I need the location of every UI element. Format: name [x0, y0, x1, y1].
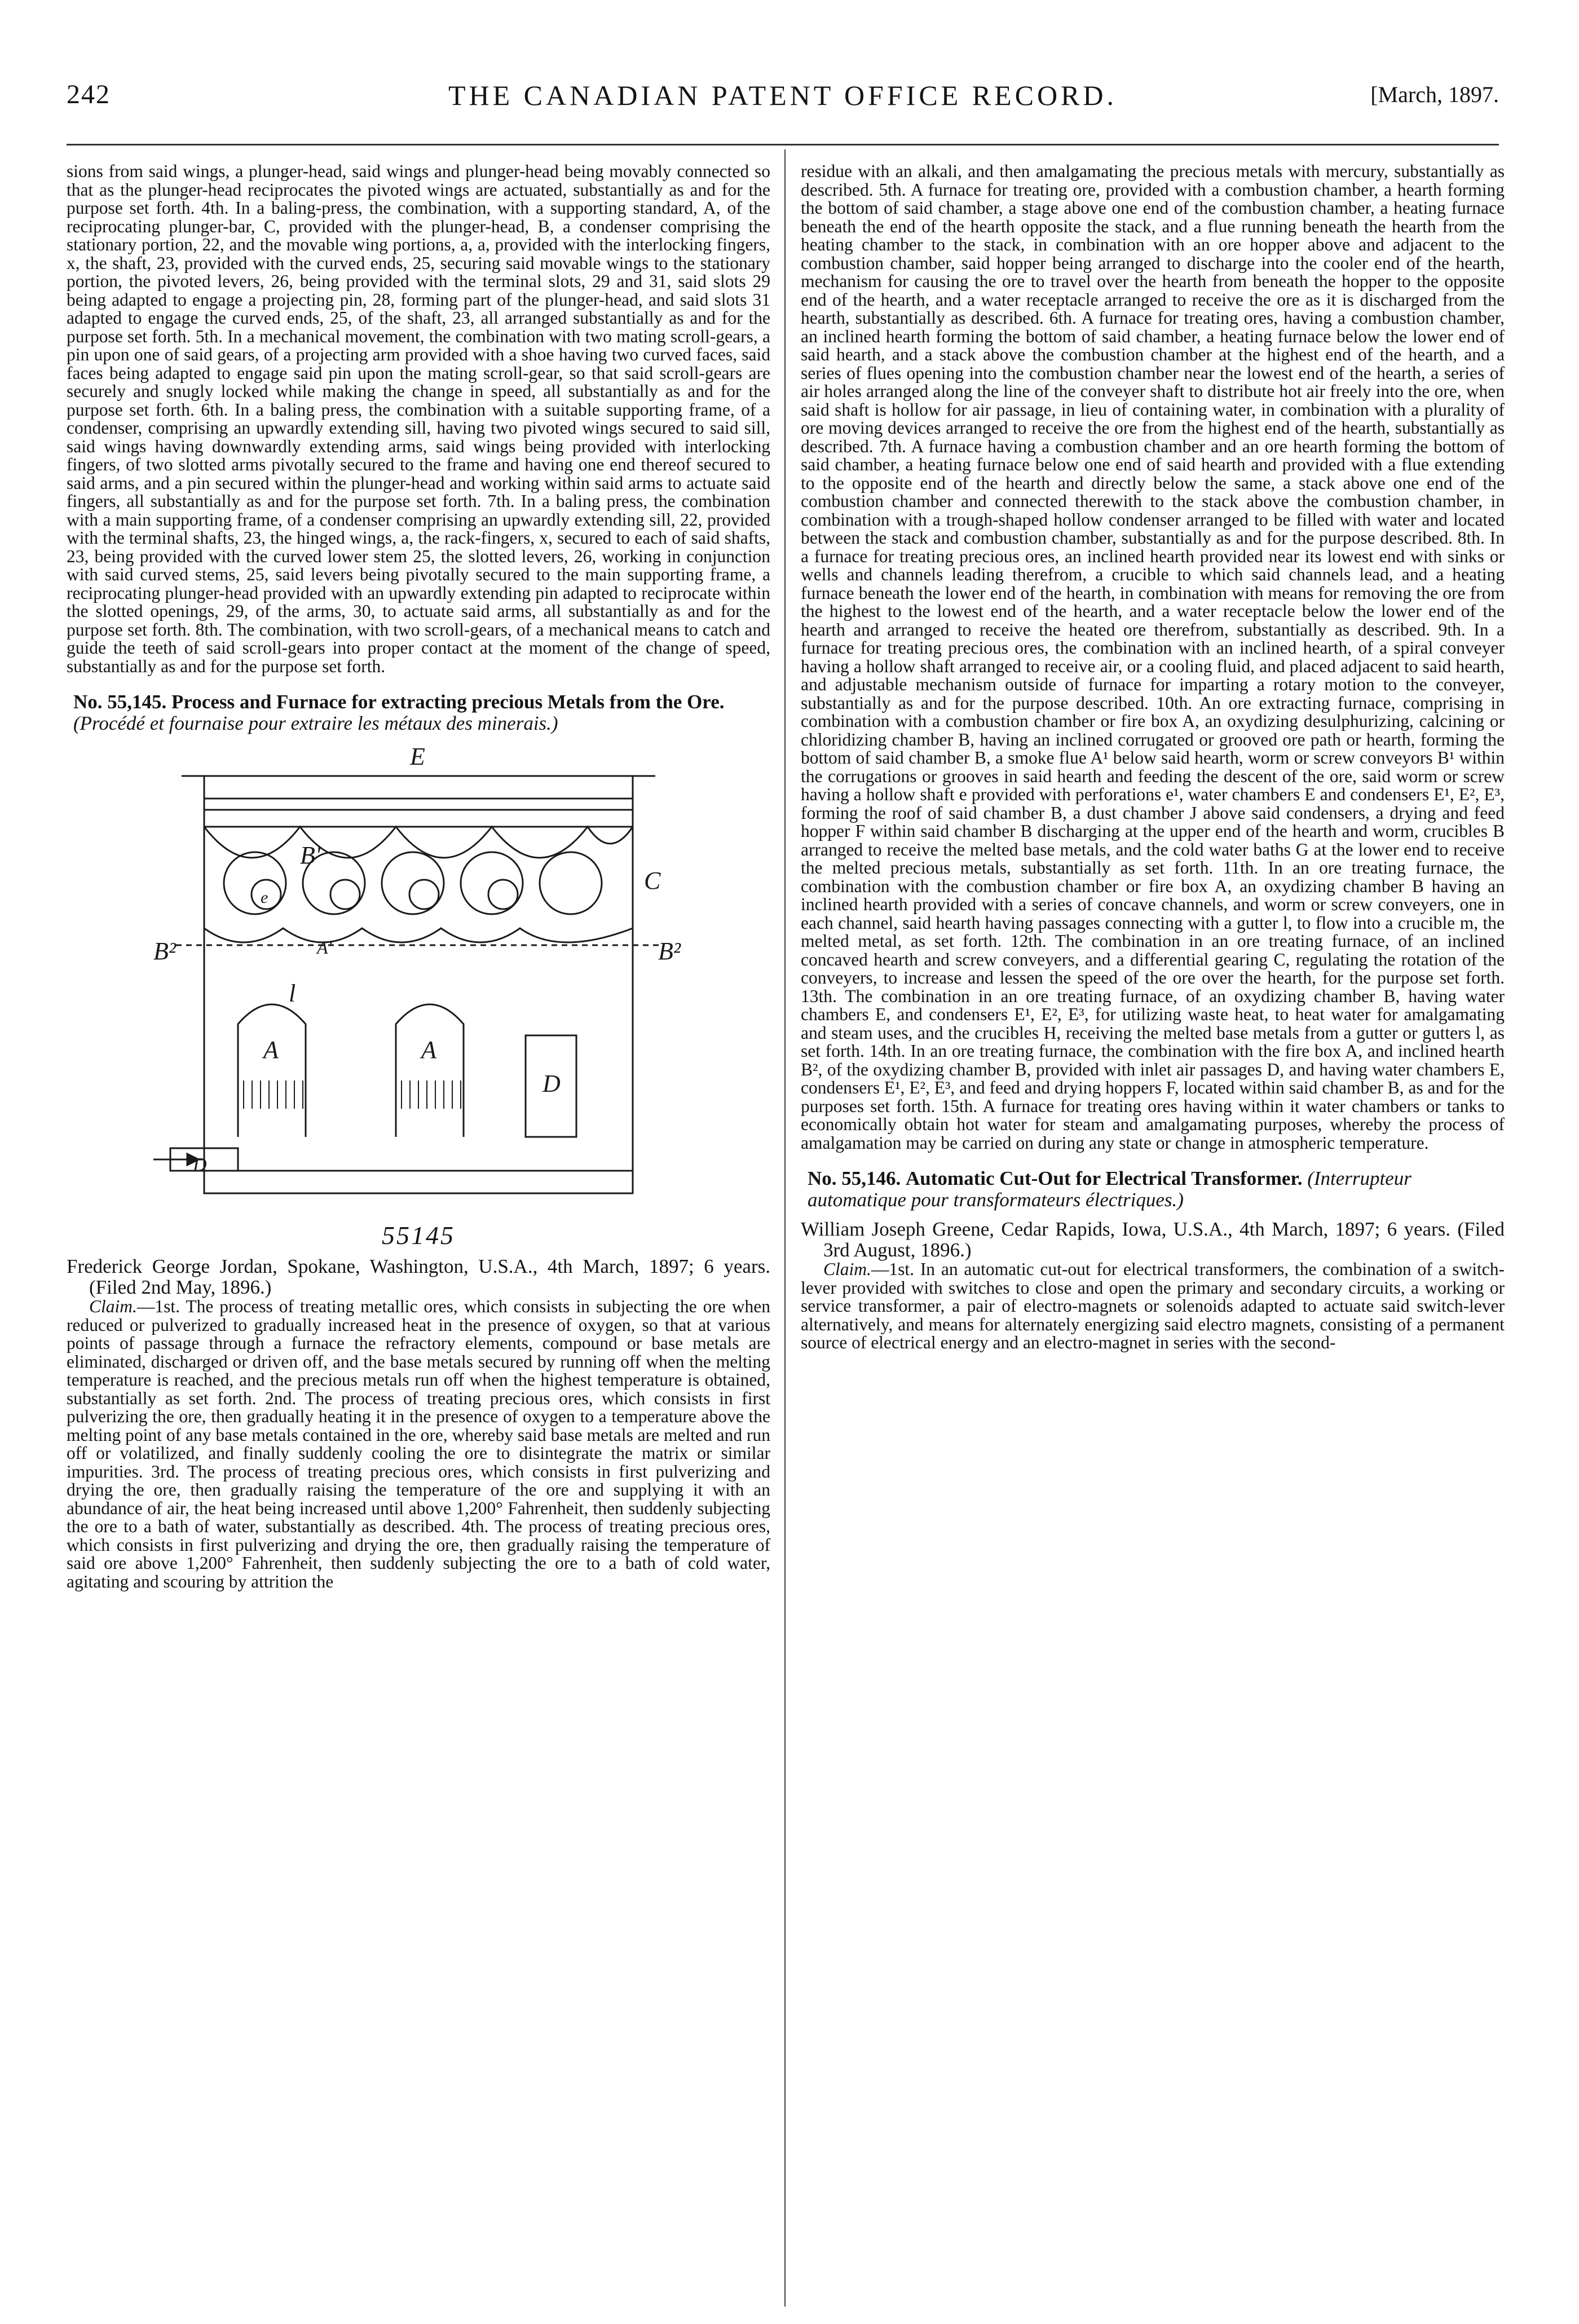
- inventor-55145: Frederick George Jordan, Spokane, Washington, U.S.A., 4th March, 1897; 6 years. (Filed 2nd May, 1896.): [67, 1255, 770, 1298]
- claim-label: Claim.: [823, 1259, 871, 1279]
- patent-french-title: (Interrupteur automatique pour transformateurs électriques.): [808, 1167, 1412, 1211]
- inventor-55146: William Joseph Greene, Cedar Rapids, Iowa, U.S.A., 4th March, 1897; 6 years. (Filed 3rd August, 1896.): [801, 1218, 1505, 1261]
- patent-heading-55145: [67, 691, 770, 734]
- label-b1: B': [300, 841, 321, 869]
- water-chamber: [204, 799, 633, 827]
- patent-title: Automatic Cut-Out for Electrical Transformer.: [906, 1167, 1303, 1189]
- journal-title: THE CANADIAN PATENT OFFICE RECORD.: [448, 80, 1118, 111]
- claims-55145: [67, 1298, 770, 1591]
- page-header: [67, 79, 1499, 124]
- header-rule: [67, 144, 1499, 145]
- continued-claims-right: residue with an alkali, and then amalgamating the precious metals with mercury, substantially as described. 5th. A furnace for treating ore, provided with a combustion chamber, a hearth forming the bottom of said chamber, a stage above one end of the combustion chamber, a heating furnace beneath the end of the hearth opposite the stack, and a flue running beneath the hearth from the heating chamber to the stack, in combination with an ore hopper above and adjacent to the combustion chamber, said hopper being arranged to discharge into the cooler end of the hearth, mechanism for causing the ore to travel over the hearth from beneath the hopper to the opposite end of the hearth, and a water receptacle arranged to receive the ore as it is discharged from the hearth, substantially as described. 6th. A furnace for treating ores, having a combustion chamber, an inclined hearth forming the bottom of said chamber, a heating furnace below the lower end of said hearth, and a stack above the combustion chamber at the highest end of the hearth, and a series of flues opening into the combustion chamber near the lowest end of the hearth, a series of air holes arranged along the line of the conveyer shaft to distribute hot air freely into the ore, when said shaft is hollow for air passage, in lieu of containing water, in combination with a plurality of ore moving devices arranged to receive the ore from the highest end of the hearth, substantially as described. 7th. A furnace having a combustion chamber and an ore hearth forming the bottom of said chamber, a heating furnace below one end of said hearth and provided with a flue extending to the opposite end of the hearth and directly below the same, a stack above one end of the combustion chamber and connected therewith to the stack above the combustion chamber, in combination with a trough-shaped hollow condenser arranged to be filled with water and located between the stack and combustion chamber, substantially as and for the purpose described. 8th. In a furnace for treating precious ores, an inclined hearth provided near its lowest end with sinks or wells and channels leading therefrom, a crucible to which said channels lead, and a heating furnace beneath the lower end of the hearth, in combination with means for removing the ore from the highest to the lowest end of the hearth, and a water receptacle below the lower end of the hearth and arranged to receive the heated ore therefrom, substantially as described. 9th. In a furnace for treating precious ores, the combination with an inclined hearth, of a spiral conveyer having a hollow shaft arranged to receive air, or a cooling fluid, and placed adjacent to said hearth, and adjustable mechanism outside of furnace for imparting a rotary motion to the conveyer, substantially as and for the purpose described. 10th. An ore extracting furnace, comprising in combination with a combustion chamber or fire box A, an oxydizing desulphurizing, calcining or chloridizing chamber B, having an inclined corrugated or grooved ore path or hearth, forming the bottom of said chamber B, a smoke flue A¹ below said hearth, worm or screw conveyors B¹ within the corrugations or grooves in said hearth and feeding the descent of the ore, said worm or screw having a hollow shaft e provided with perforations e¹, water chambers E and condensers E¹, E², E³, forming the roof of said chamber B, a dust chamber J above said condensers, a drying and feed hopper F within said chamber B discharging at the upper end of the hearth and worm, crucibles B arranged to receive the melted base metals, and the cold water baths G at the lower end to receive the melted precious metals, substantially as set forth. 11th. In an ore treating furnace, the combination with the combustion chamber or fire box A, an oxydizing chamber B having an inclined hearth provided with a series of concave channels, and worm or screw conveyers, one in each channel, said hearth having passages connecting with a gutter l, to flow into a crucible m, the melted metal, as set forth. 12th. The combination in an ore treating furnace, of an inclined concaved hearth and screw conveyers, and a differential gearing C, regulating the rotation of the conveyers, to increase and lessen the speed of the ore over the hearth, for the purpose set forth. 13th. The combination in an ore treating furnace, of an oxydizing chamber B, having water chambers E, and condensers E¹, E², E³, for utilizing waste heat, to heat water for amalgamating and steam uses, and the crucibles H, receiving the melted base metals from a gutter or gutters l, as set forth. 14th. In an ore treating furnace, the combination with the fire box A, and inclined hearth B², of the oxydizing chamber B, provided with inlet air passages D, and having water chambers E, condensers E¹, E², E³, and feed and drying hoppers F, located within said chamber B, as and for the purposes set forth. 15th. A furnace for treating ores having within it water chambers or tanks to economically obtain hot water for steam and amalgamating purposes, whereby the process of amalgamation may be carried on during any state or change in atmospheric temperature.: [801, 161, 1505, 1153]
- firebox-left: [238, 1004, 306, 1137]
- claim-text: —1st. The process of treating metallic ores, which consists in subjecting the ore when reduced or pulverized to gradually increased heat in the presence of oxygen, so that at various points of passage through a furnace the refractory elements, compound or base metals are eliminated, discharged or driven off, and the base metals secured by running off when the melting temperature is reached, and the precious metals run off when the highest temperature is obtained, substantially as set forth. 2nd. The process of treating precious ores, which consists in first pulverizing the ore, then gradually heating it in the presence of oxygen to a temperature above the melting point of any base metals contained in the ore, whereby said base metals are melted and run off or volatilized, and finally suddenly cooling the ore to disintegrate the matrix or similar impurities. 3rd. The process of treating precious ores, which consists in first pulverizing and drying the ore, then gradually raising the temperature of the ore and supplying it with an abundance of air, the heat being increased until above 1,200° Fahrenheit, then suddenly subjecting the ore to a bath of water, substantially as described. 4th. The process of treating precious ores, which consists in first pulverizing and drying the ore, then gradually raising the temperature of said ore above 1,200° Fahrenheit, then suddenly subjecting the ore to a bath of cold water, agitating and scouring by attrition the: [67, 1296, 770, 1591]
- patent-heading-55146: [801, 1168, 1505, 1211]
- issue-date: [March, 1897.: [1370, 82, 1499, 107]
- patent-french-title: (Procédé et fournaise pour extraire les métaux des minerais.): [73, 712, 558, 734]
- patent-number: No. 55,146.: [808, 1167, 901, 1189]
- left-column: [67, 162, 770, 1591]
- furnace-outline: [204, 776, 633, 1193]
- column-divider: [784, 149, 786, 2307]
- continued-claims: sions from said wings, a plunger-head, said wings and plunger-head being movably connected so that as the plunger-head reciprocates the pivoted wings are actuated, substantially as and for the purpose set forth. 4th. In a baling-press, the combination, with a supporting standard, A, of the reciprocating plunger-bar, C, provided with the plunger-head, B, a condenser comprising the stationary portion, 22, and the movable wing portions, a, a, provided with the interlocking fingers, x, the shaft, 23, provided with the curved ends, 25, securing said movable wings to the stationary portion, the pivoted levers, 26, being provided with the terminal slots, 29 and 31, said slots 29 being adapted to engage a projecting pin, 28, forming part of the plunger-head, and said slots 31 adapted to engage the curved ends, 25, of the shaft, 23, all arranged substantially as and for the purpose set forth. 5th. In a mechanical movement, the combination with two mating scroll-gears, a pin upon one of said gears, of a projecting arm provided with a shoe having two curved faces, said faces being adapted to engage said pin upon the mating scroll-gear, so that said scroll-gears are securely and snugly locked while making the change in speed, all substantially as and for the purpose set forth. 6th. In a baling press, the combination with a suitable supporting frame, of a condenser, comprising an upwardly extending sill, having two pivoted wings secured to said sill, said wings having downwardly extending arms, said wings being provided with interlocking fingers, of two slotted arms pivotally secured to the frame and having one end thereof secured to said arms, and a pin secured within the plunger-head and working within said arms to actuate said fingers, all substantially as and for the purpose set forth. 7th. In a baling press, the combination with a main supporting frame, of a condenser comprising an upwardly extending sill, 22, provided with the terminal shafts, 23, the hinged wings, a, the rack-fingers, x, secured to each of said shafts, 23, being provided with the curved lower stem 25, the slotted levers, 26, working in conjunction with said curved stems, 25, said levers being pivotally secured to the main supporting frame, a reciprocating plunger-head provided with an upwardly extending pin adapted to reciprocate within the slotted openings, 29, of the arms, 30, to actuate said arms, all substantially as and for the purpose set forth. 8th. The combination, with two scroll-gears, of a mechanical means to catch and guide the teeth of said scroll-gears into proper contact at the moment of the change of speed, substantially as and for the purpose set forth.: [67, 161, 770, 676]
- label-b2-left: B²: [153, 937, 177, 965]
- label-e-small: e: [261, 888, 268, 907]
- furnace-drawing: [153, 742, 683, 1216]
- right-column: [801, 162, 1505, 1352]
- label-a1: A': [317, 937, 332, 958]
- label-c: C: [644, 867, 661, 894]
- label-d-left: D: [193, 1154, 207, 1175]
- label-e: E: [410, 743, 425, 770]
- page-number: 242: [67, 80, 111, 109]
- claims-55146: [801, 1260, 1505, 1352]
- figure-number: 55145: [382, 1221, 455, 1250]
- label-a-left: A: [263, 1036, 279, 1064]
- claim-label: Claim.: [89, 1296, 137, 1316]
- hearth: [204, 928, 633, 942]
- claim-text: —1st. In an automatic cut-out for electrical transformers, the combination of a switch-lever provided with switches to close and open the primary and secondary circuits, a working or service transformer, a pair of electro-magnets or solenoids adapted to actuate said switch-lever alternatively, and means for alternately energizing said electro magnets, consisting of a permanent source of electrical energy and an electro-magnet in series with the second-: [801, 1259, 1505, 1352]
- patent-title: Process and Furnace for extracting precious Metals from the Ore.: [171, 691, 725, 713]
- label-a-right: A: [421, 1036, 436, 1064]
- label-l: l: [289, 980, 296, 1007]
- patent-number: No. 55,145.: [73, 691, 167, 713]
- label-d-right: D: [542, 1070, 561, 1097]
- label-b2-right: B²: [658, 937, 681, 965]
- firebox-right: [396, 1004, 464, 1137]
